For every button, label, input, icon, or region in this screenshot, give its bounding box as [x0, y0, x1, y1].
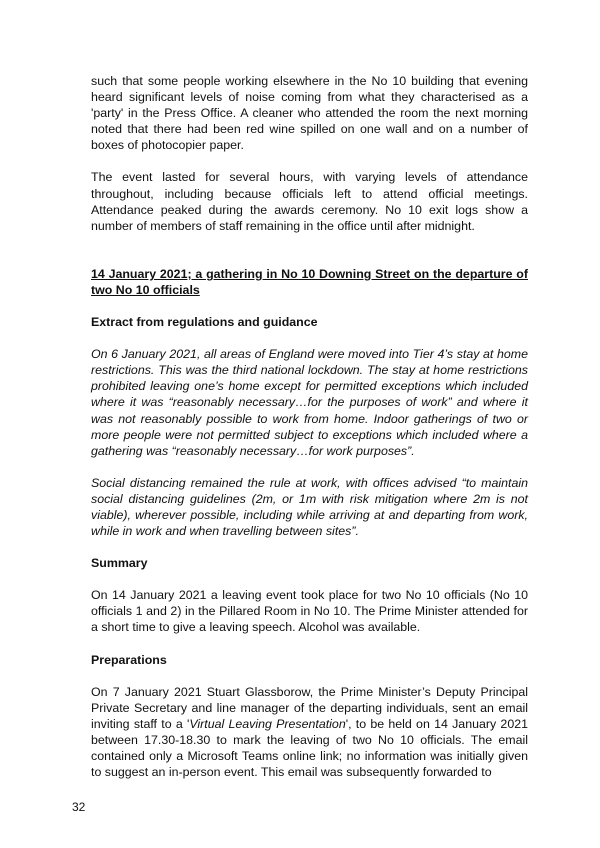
preparations-heading: Preparations: [91, 652, 167, 667]
preparations-paragraph: [91, 684, 528, 781]
prep-text-after: ', to be held on 14 January 2021 between 17.30-18.30 to mark the leaving of two No 10 officials. The email contained only a Microsoft Teams online link; no information was initially given to suggest an in-person event. This email was subsequently forwarded to: [91, 716, 528, 780]
extract-paragraph-lockdown: On 6 January 2021, all areas of England were moved into Tier 4’s stay at home restrictions. This was the third national lockdown. The stay at home restrictions prohibited leaving one’s home except for permitted exceptions which included where it was “reasonably necessary…for the purposes of work” and where it was not reasonably possible to work from home. Indoor gatherings of two or more people were not permitted subject to exceptions which included where a gathering was “reasonably necessary…for work purposes”.: [91, 347, 528, 458]
summary-heading: Summary: [91, 556, 148, 571]
document-page: [91, 73, 528, 780]
extract-heading: Extract from regulations and guidance: [91, 315, 318, 330]
paragraph-party-noise: such that some people working elsewhere in the No 10 building that evening heard significant levels of noise coming from what they characterised as a 'party' in the Press Office. A cleaner who attended the room the next morning noted that there had been red wine spilled on one wall and on a number of boxes of photocopier paper.: [91, 74, 528, 153]
prep-text-before: On 7 January 2021 Stuart Glassborow, the Prime Minister’s Deputy Principal Private Secretary and line manager of the departing individuals, sent an email inviting staff to a ': [91, 684, 528, 731]
extract-paragraph-distancing: Social distancing remained the rule at work, with offices advised “to maintain social distancing guidelines (2m, or 1m with risk mitigation where 2m is not viable), wherever possible, including while arriving at and departing from work, while in work and when travelling between sites”.: [91, 475, 528, 539]
section-title: 14 January 2021; a gathering in No 10 Downing Street on the departure of two No 10 officials: [91, 266, 528, 297]
page-number: 32: [72, 800, 86, 814]
paragraph-event-duration: The event lasted for several hours, with varying levels of attendance throughout, including because officials left to attend official meetings. Attendance peaked during the awards ceremony. No 10 exit logs show a number of members of staff remaining in the office until after midnight.: [91, 170, 528, 233]
summary-paragraph: On 14 January 2021 a leaving event took place for two No 10 officials (No 10 officials 1 and 2) in the Pillared Room in No 10. The Prime Minister attended for a short time to give a leaving speech. Alcohol was available.: [91, 588, 528, 635]
prep-text-italic: Virtual Leaving Presentation: [189, 716, 346, 731]
